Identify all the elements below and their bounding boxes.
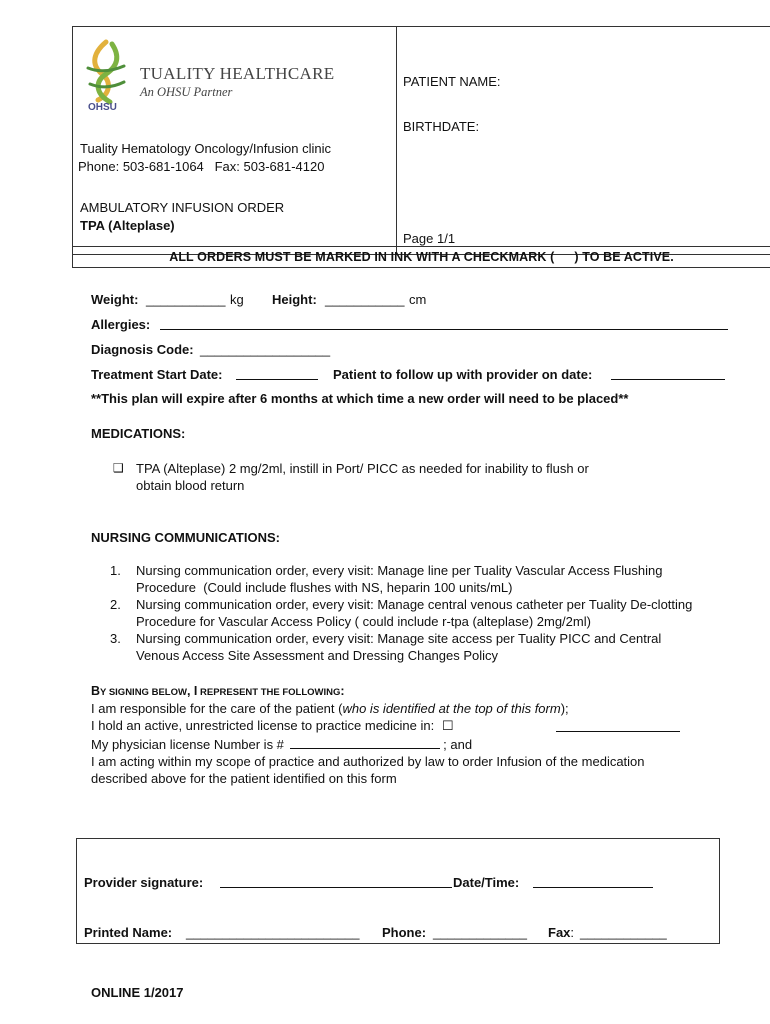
banner-text-end: ) TO BE ACTIVE. (574, 250, 674, 264)
list-item-line1: Nursing communication order, every visit: Manage line per Tuality Vascular Access Flushing (136, 563, 663, 578)
treatment-start-field[interactable] (236, 367, 318, 380)
fax-label-text: Fax (548, 925, 571, 940)
printed-name-field[interactable]: ________________________ (186, 925, 360, 940)
attest-line-described: described above for the patient identified on this form (91, 771, 397, 786)
logo-tagline: An OHSU Partner (140, 85, 233, 99)
list-item (110, 631, 750, 665)
treatment-start-label: Treatment Start Date: (91, 367, 223, 382)
weight-field[interactable]: ___________ (146, 292, 226, 307)
attest-heading-colon: : (340, 684, 345, 698)
expire-note: **This plan will expire after 6 months at which time a new order will need to be placed** (91, 391, 629, 406)
attest-heading-part2: REPRESENT THE FOLLOWING (197, 687, 341, 698)
fax-label-colon: : (570, 925, 575, 940)
list-item-line2: Venous Access Site Assessment and Dressing Changes Policy (136, 648, 499, 663)
logo-ohsu-mark: OHSU (88, 102, 117, 113)
license-number-field[interactable] (290, 736, 440, 749)
list-item-line1: Nursing communication order, every visit: Manage site access per Tuality PICC and Central (136, 631, 662, 646)
birthdate-label: BIRTHDATE: (403, 119, 480, 134)
drug-title: TPA (Alteplase) (80, 218, 175, 233)
logo (80, 38, 380, 118)
attest-l2: I hold an active, unrestricted license to practice medicine in: (91, 718, 435, 733)
license-state-field[interactable] (556, 719, 680, 732)
list-item-line1: Nursing communication order, every visit: Manage central venous catheter per Tuality De-clotting (136, 597, 693, 612)
attest-line-license (91, 718, 454, 734)
fax-label (548, 925, 574, 940)
list-item (110, 563, 750, 597)
phone-label: Phone: (382, 925, 427, 940)
height-label: Height: (272, 292, 317, 307)
provider-signature-field[interactable] (220, 875, 452, 888)
medication-item-line2: obtain blood return (136, 478, 245, 493)
list-item (110, 597, 750, 631)
attest-heading-b: B (91, 684, 101, 698)
datetime-label: Date/Time: (453, 875, 520, 890)
attest-line-license-number (91, 736, 472, 752)
clinic-name: Tuality Hematology Oncology/Infusion clinic (80, 141, 331, 156)
diagnosis-label: Diagnosis Code: (91, 342, 194, 357)
nursing-list (110, 563, 750, 665)
attest-heading-part1: Y SIGNING BELOW (100, 687, 187, 698)
list-item-line2: Procedure (Could include flushes with NS, heparin 100 units/mL) (136, 580, 513, 595)
followup-label: Patient to follow up with provider on date: (333, 367, 593, 382)
list-item-line2: Procedure for Vascular Access Policy ( could include r-tpa (alteplase) 2mg/2ml) (136, 614, 591, 629)
banner-text-start: ALL ORDERS MUST BE MARKED IN INK WITH A CHECKMARK ( (169, 250, 555, 264)
weight-unit: kg (230, 292, 244, 307)
list-item-number: 1. (110, 563, 121, 578)
page-number: Page 1/1 (403, 231, 456, 246)
provider-signature-label: Provider signature: (84, 875, 204, 890)
attest-heading (91, 684, 345, 698)
datetime-field[interactable] (533, 875, 653, 888)
attest-l1-italic: who is identified at the top of this form (342, 701, 561, 716)
patient-name-label: PATIENT NAME: (403, 74, 501, 89)
allergies-field[interactable] (160, 317, 728, 330)
list-item-number: 2. (110, 597, 121, 612)
printed-name-label: Printed Name: (84, 925, 173, 940)
medications-heading: MEDICATIONS: (91, 426, 186, 441)
allergies-label: Allergies: (91, 317, 151, 332)
phone-field[interactable]: _____________ (433, 925, 527, 940)
height-field[interactable]: ___________ (325, 292, 405, 307)
attest-l1-a: I am responsible for the care of the patient ( (91, 701, 343, 716)
attest-line-responsible (91, 701, 569, 716)
attest-l3-b: ; and (443, 737, 473, 752)
weight-label: Weight: (91, 292, 139, 307)
medication-checkbox[interactable]: ❑ (113, 461, 124, 475)
medication-item-line1: TPA (Alteplase) 2 mg/2ml, instill in Port/ PICC as needed for inability to flush or (136, 461, 589, 476)
diagnosis-field[interactable]: __________________ (200, 342, 331, 357)
order-type: AMBULATORY INFUSION ORDER (80, 200, 285, 215)
followup-date-field[interactable] (611, 367, 725, 380)
license-state-checkbox[interactable]: ☐ (441, 719, 454, 734)
header-divider (396, 26, 397, 253)
footer-version: ONLINE 1/2017 (91, 985, 184, 1000)
fax-field[interactable]: ____________ (580, 925, 667, 940)
clinic-phone: Phone: 503-681-1064 Fax: 503-681-4120 (78, 159, 325, 174)
logo-org-name: TUALITY HEALTHCARE (140, 64, 335, 83)
attest-l3-a: My physician license Number is # (91, 737, 284, 752)
list-item-number: 3. (110, 631, 121, 646)
attest-heading-comma: , I (186, 684, 198, 698)
attest-l1-b: ); (560, 701, 569, 716)
attest-line-scope: I am acting within my scope of practice and authorized by law to order Infusion of the medication (91, 754, 645, 769)
nursing-heading: NURSING COMMUNICATIONS: (91, 530, 280, 545)
checkmark-banner (72, 246, 770, 268)
height-unit: cm (409, 292, 427, 307)
